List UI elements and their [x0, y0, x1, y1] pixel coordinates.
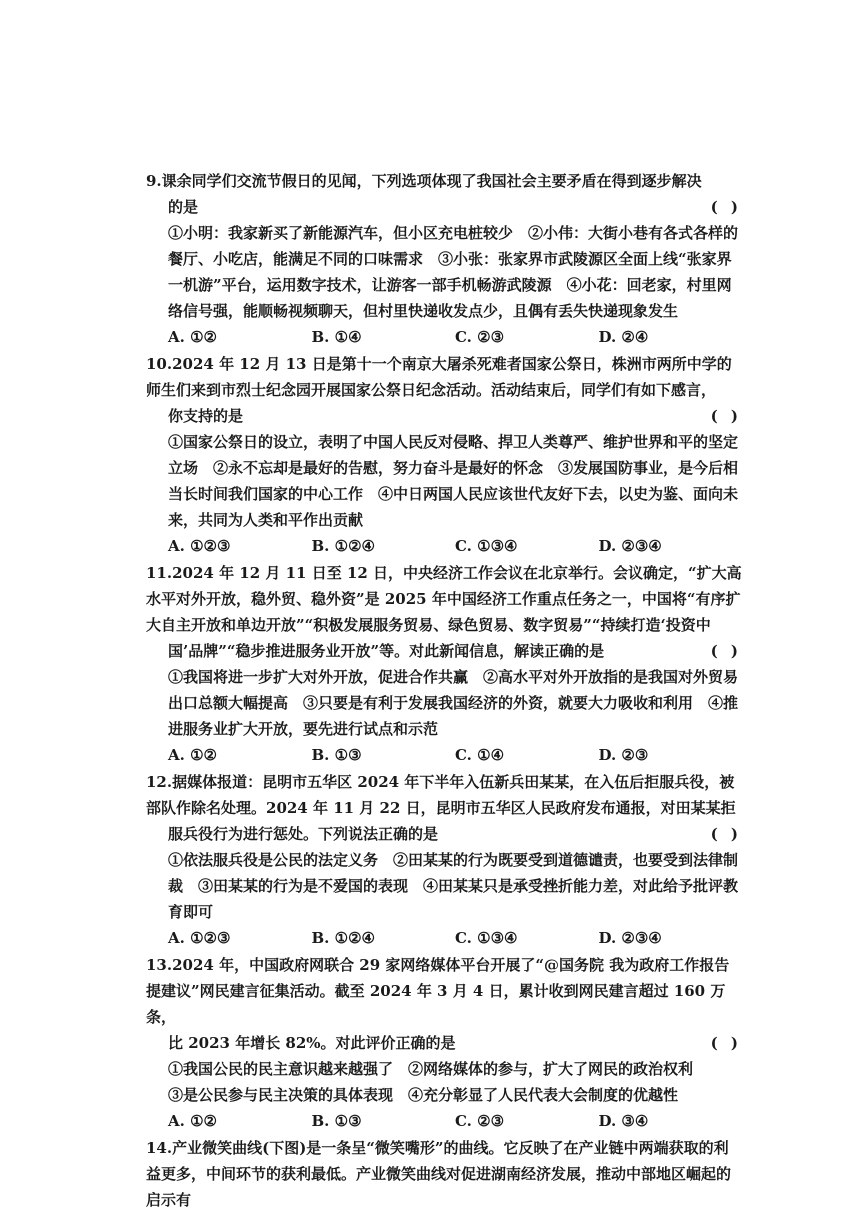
answer-options [146, 324, 742, 350]
answer-blank[interactable]: ( ) [710, 198, 742, 216]
answer-options [146, 1108, 742, 1134]
option-a[interactable]: A. ①② [168, 746, 217, 764]
option-a[interactable]: A. ①②③ [168, 537, 231, 555]
stem-text: 产业微笑曲线(下图)是一条呈“微笑嘴形”的曲线。它反映了在产业链中两端获取的利益更多，中间环节的获利最低。产业微笑曲线对促进湖南经济发展，推动中部地区崛起的启示有 [146, 1139, 732, 1209]
option-b[interactable]: B. ①②④ [311, 929, 375, 947]
question-12 [146, 769, 742, 951]
option-d[interactable]: D. ②③④ [598, 929, 662, 947]
option-b[interactable]: B. ①②④ [311, 537, 375, 555]
option-c[interactable]: C. ①③④ [455, 537, 518, 555]
option-a[interactable]: A. ①② [168, 328, 217, 346]
answer-blank[interactable]: ( ) [710, 407, 742, 425]
stem-text-end: 的是 [168, 198, 199, 216]
answer-blank[interactable]: ( ) [710, 642, 742, 660]
stem-last-line [146, 403, 742, 429]
stem-text: 据媒体报道：昆明市五华区 2024 年下半年入伍新兵田某某，在入伍后拒服兵役，被部队作除名处理。2024 年 11 月 22 日，昆明市五华区人民政府发布通报，对田某某拒 [146, 773, 736, 817]
question-9 [146, 168, 742, 350]
question-number: 12. [146, 773, 173, 791]
stem-text: 2024 年，中国政府网联合 29 家网络媒体平台开展了“@国务院 我为政府工作报告提建议”网民建言征集活动。截至 2024 年 3 月 4 日，累计收到网民建言超过 160 万条， [146, 956, 730, 1026]
question-number: 10. [146, 355, 173, 373]
stem-last-line [146, 821, 742, 847]
stem-text-end: 比 2023 年增长 82%。对此评价正确的是 [168, 1034, 456, 1052]
option-d[interactable]: D. ②③④ [598, 537, 662, 555]
option-d[interactable]: D. ③④ [598, 1112, 649, 1130]
question-13 [146, 952, 742, 1134]
question-stem [146, 769, 742, 821]
answer-options [146, 742, 742, 768]
stem-last-line [146, 194, 742, 220]
question-material-line: ①我国公民的民主意识越来越强了 ②网络媒体的参与，扩大了网民的政治权利 [168, 1060, 694, 1078]
stem-text-end: 你支持的是 [168, 407, 244, 425]
question-stem [146, 560, 742, 638]
question-material: ①小明：我家新买了新能源汽车，但小区充电桩较少 ②小伟：大街小巷有各式各样的餐厅、小吃店，能满足不同的口味需求 ③小张：张家界市武陵源区全面上线“张家界一机游”平台，运用数字技术，让游客一部手机畅游武陵源 ④小花：回老家，村里网络信号强，能顺畅视频聊天，但村里快递收发点少，且偶有丢失快递现象发生 [168, 224, 739, 320]
option-d[interactable]: D. ②④ [598, 328, 649, 346]
option-a[interactable]: A. ①② [168, 1112, 217, 1130]
option-c[interactable]: C. ①③④ [455, 929, 518, 947]
stem-last-line [146, 1030, 742, 1056]
question-10 [146, 351, 742, 559]
question-list [146, 168, 742, 1214]
option-d[interactable]: D. ②③ [598, 746, 649, 764]
question-material-line: ③是公民参与民主决策的具体表现 ④充分彰显了人民代表大会制度的优越性 [168, 1086, 679, 1104]
answer-blank[interactable]: ( ) [710, 825, 742, 843]
stem-text: 2024 年 12 月 11 日至 12 日，中央经济工作会议在北京举行。会议确定，“扩大高水平对外开放，稳外贸、稳外资”是 2025 年中国经济工作重点任务之一，中国将“有序扩大自主开放和单边开放”“积极发展服务贸易、绿色贸易、数字贸易”“持续打造‘投资中 [146, 564, 742, 634]
option-b[interactable]: B. ①③ [311, 1112, 362, 1130]
question-number: 14. [146, 1139, 173, 1157]
question-number: 11. [146, 564, 173, 582]
question-stem [146, 1135, 742, 1213]
option-b[interactable]: B. ①④ [311, 328, 362, 346]
question-stem [146, 168, 742, 194]
option-c[interactable]: C. ②③ [455, 328, 505, 346]
question-number: 13. [146, 956, 173, 974]
stem-last-line [146, 638, 742, 664]
question-number: 9. [146, 172, 162, 190]
question-material: ①国家公祭日的设立，表明了中国人民反对侵略、捍卫人类尊严、维护世界和平的坚定立场 ②永不忘却是最好的告慰，努力奋斗是最好的怀念 ③发展国防事业，是今后相当长时间我们国家的中心工作 ④中日两国人民应该世代友好下去，以史为鉴、面向未来，共同为人类和平作出贡献 [168, 433, 739, 529]
question-11 [146, 560, 742, 768]
stem-text-end: 国’品牌”“稳步推进服务业开放”等。对此新闻信息，解读正确的是 [168, 642, 605, 660]
question-material: ①依法服兵役是公民的法定义务 ②田某某的行为既要受到道德谴责，也要受到法律制裁 ③田某某的行为是不爱国的表现 ④田某某只是承受挫折能力差，对此给予批评教育即可 [168, 851, 739, 921]
option-b[interactable]: B. ①③ [311, 746, 362, 764]
stem-text: 2024 年 12 月 13 日是第十一个南京大屠杀死难者国家公祭日，株洲市两所中学的师生们来到市烈士纪念园开展国家公祭日纪念活动。活动结束后，同学们有如下感言， [146, 355, 732, 399]
stem-text: 课余同学们交流节假日的见闻，下列选项体现了我国社会主要矛盾在得到逐步解决 [161, 172, 702, 190]
option-c[interactable]: C. ①④ [455, 746, 505, 764]
question-14 [146, 1135, 742, 1213]
answer-options [146, 533, 742, 559]
answer-options [146, 925, 742, 951]
question-stem [146, 351, 742, 403]
question-material: ①我国将进一步扩大对外开放，促进合作共赢 ②高水平对外开放指的是我国对外贸易出口总额大幅提高 ③只要是有利于发展我国经济的外资，就要大力吸收和利用 ④推进服务业扩大开放，要先进行试点和示范 [168, 668, 739, 738]
stem-text-end: 服兵役行为进行惩处。下列说法正确的是 [168, 825, 439, 843]
option-a[interactable]: A. ①②③ [168, 929, 231, 947]
answer-blank[interactable]: ( ) [710, 1034, 742, 1052]
option-c[interactable]: C. ②③ [455, 1112, 505, 1130]
question-stem [146, 952, 742, 1030]
